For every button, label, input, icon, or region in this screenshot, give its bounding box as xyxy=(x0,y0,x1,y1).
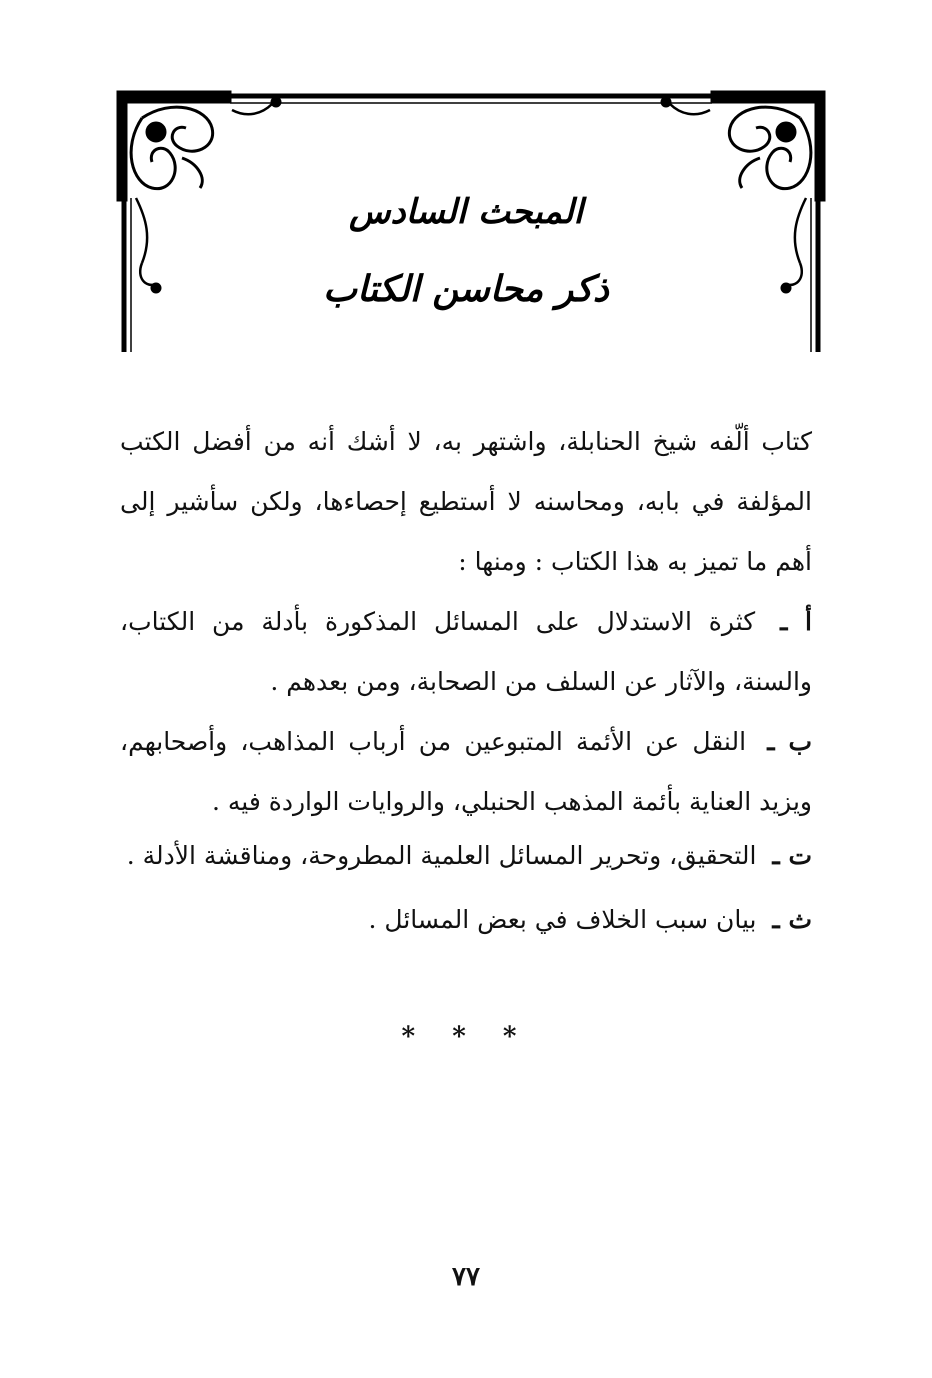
list-item-letter: ب ـ xyxy=(767,727,812,756)
list-item-text: كثرة الاستدلال على المسائل المذكورة بأدلة من الكتاب، والسنة، والآثار عن السلف من الصحابة، ومن بعدهم . xyxy=(120,607,812,696)
list-item xyxy=(120,826,812,886)
list-item-text: النقل عن الأئمة المتبوعين من أرباب المذاهب، وأصحابهم، ويزيد العناية بأئمة المذهب الحنبلي، والروايات الواردة فيه . xyxy=(120,727,812,816)
list-item xyxy=(120,712,812,832)
section-separator: * * * xyxy=(401,1022,531,1052)
page-number: ٧٧ xyxy=(452,1262,480,1292)
list-item xyxy=(120,592,812,712)
intro-paragraph: كتاب ألّفه شيخ الحنابلة، واشتهر به، لا أشك أنه من أفضل الكتب المؤلفة في بابه، ومحاسنه لا أستطيع إحصاءها، ولكن سأشير إلى أهم ما تميز به هذا الكتاب : ومنها : xyxy=(120,427,812,576)
list-item-letter: ت ـ xyxy=(772,841,812,870)
list-item-text: بيان سبب الخلاف في بعض المسائل . xyxy=(368,905,757,934)
list-item xyxy=(120,890,812,950)
section-title: المبحث السادس xyxy=(348,192,584,232)
list-item-letter: ث ـ xyxy=(772,905,812,934)
list-item-letter: أ ـ xyxy=(780,607,812,636)
section-subtitle: ذكر محاسن الكتاب xyxy=(323,268,609,310)
list-item-text: التحقيق، وتحرير المسائل العلمية المطروحة، ومناقشة الأدلة . xyxy=(126,841,757,870)
